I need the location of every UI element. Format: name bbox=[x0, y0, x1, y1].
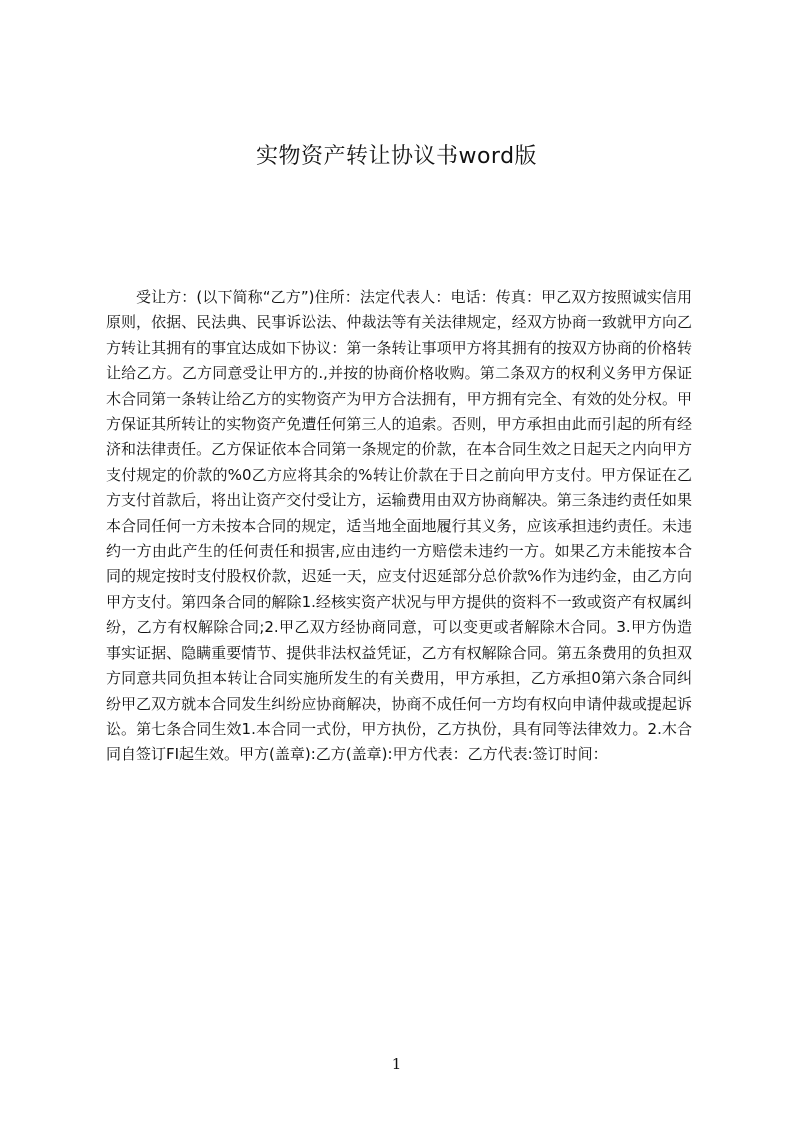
agreement-body-paragraph: 受让方：(以下简称“乙方”)住所：法定代表人：电话：传真：甲乙双方按照诚实信用原则，依据、民法典、民事诉讼法、仲裁法等有关法律规定，经双方协商一致就甲方向乙方转让其拥有的事宜达成如下协议：第一条转让事项甲方将其拥有的按双方协商的价格转让给乙方。乙方同意受让甲方的.,并按的协商价格收购。第二条双方的权利义务甲方保证木合同第一条转让给乙方的实物资产为甲方合法拥有，甲方拥有完全、有效的处分权。甲方保证其所转让的实物资产免遭任何第三人的追索。否则，甲方承担由此而引起的所有经济和法律责任。乙方保证依本合同第一条规定的价款，在本合同生效之日起天之内向甲方支付规定的价款的%0乙方应将其余的%转让价款在于日之前向甲方支付。甲方保证在乙方支付首款后，将出让资产交付受让方，运输费用由双方协商解决。第三条违约责任如果本合同任何一方未按本合同的规定，适当地全面地履行其义务，应该承担违约责任。未违约一方由此产生的任何责任和损害,应由违约一方赔偿未违约一方。如果乙方未能按本合同的规定按时支付股权价款，迟延一天，应支付迟延部分总价款%作为违约金，由乙方向甲方支付。第四条合同的解除1.经核实资产状况与甲方提供的资料不一致或资产有权属纠纷，乙方有权解除合同;2.甲乙双方经协商同意，可以变更或者解除木合同。3.甲方伪造事实证据、隐瞒重要情节、提供非法权益凭证，乙方有权解除合同。第五条费用的负担双方同意共同负担本转让合同实施所发生的有关费用，甲方承担，乙方承担0第六条合同纠纷甲乙双方就本合同发生纠纷应协商解决，协商不成任何一方均有权向申请仲裁或提起诉讼。第七条合同生效1.本合同一式份，甲方执份，乙方执份，具有同等法律效力。2.木合同自签订FI起生效。甲方(盖章):乙方(盖章):甲方代表：乙方代表:签订时间： bbox=[106, 288, 692, 764]
document-title: 实物资产转让协议书word版 bbox=[255, 144, 538, 169]
page-number: 1 bbox=[391, 1055, 402, 1073]
